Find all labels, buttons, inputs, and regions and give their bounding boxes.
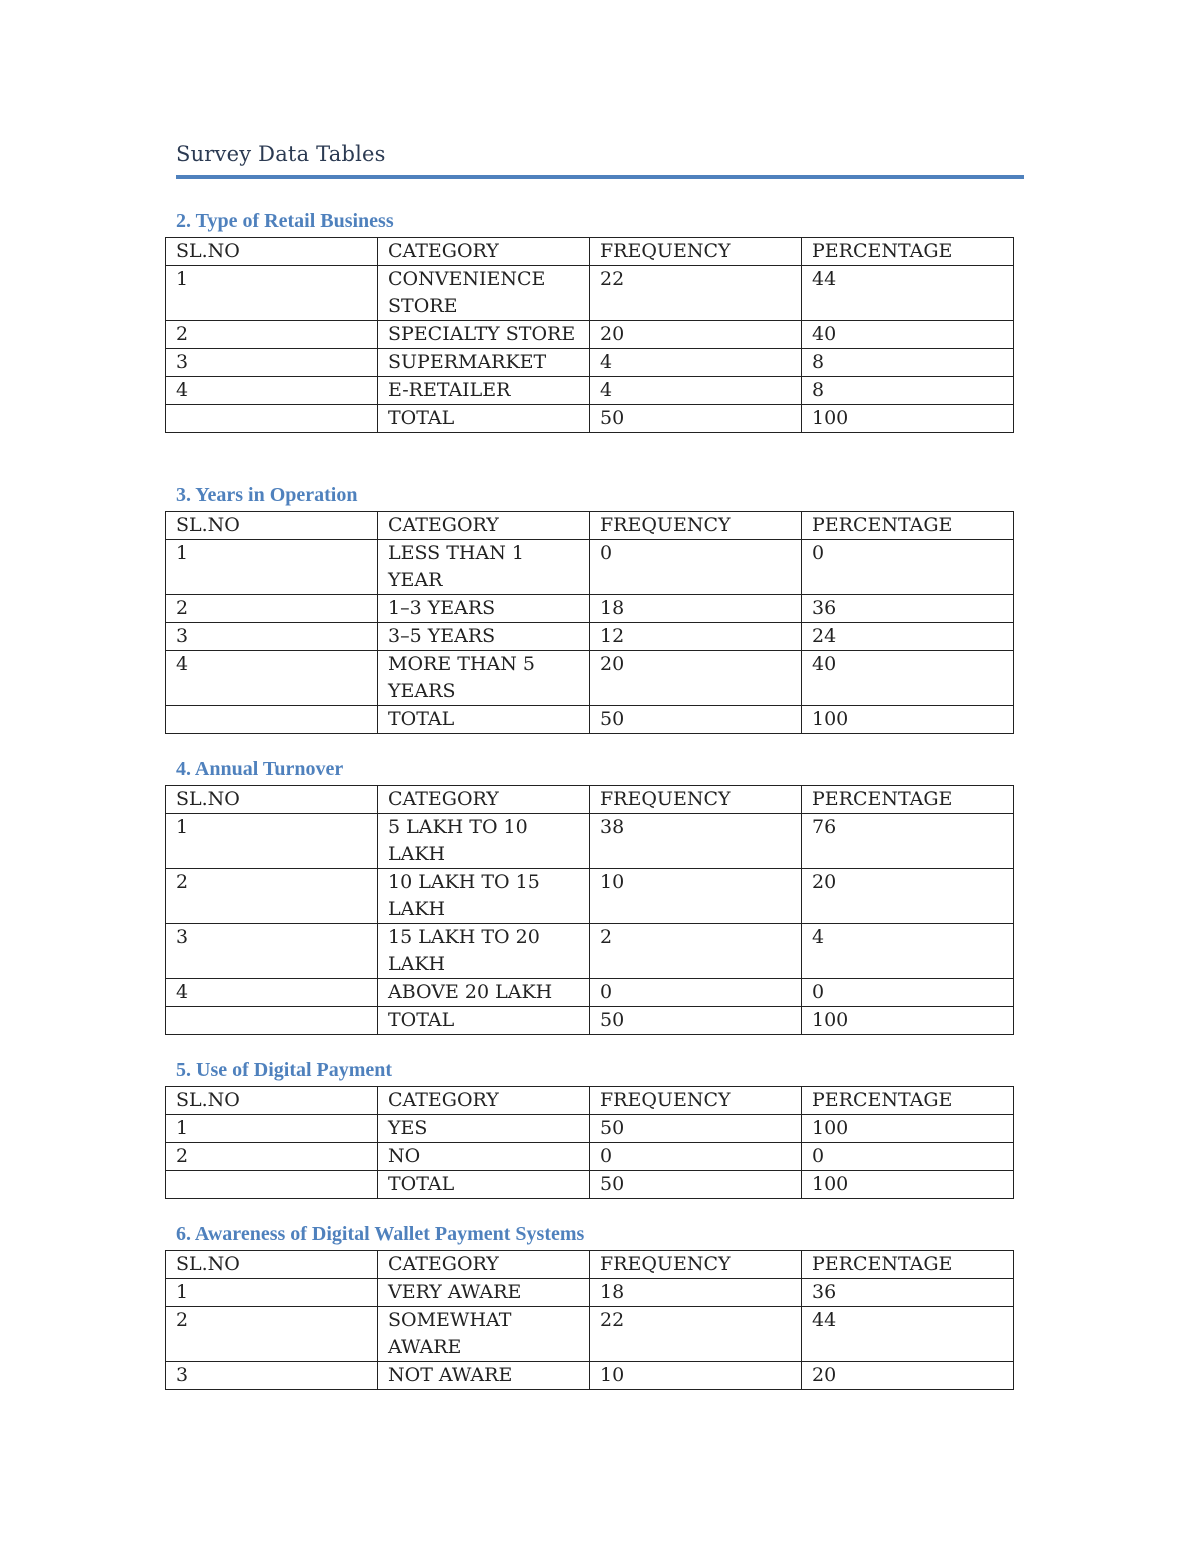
table-cell: 10 [590,1362,802,1390]
table-header-row [166,1251,1014,1279]
table-cell: 3 [166,349,378,377]
table-cell: 100 [802,1171,1014,1199]
table-row [166,1307,1014,1362]
data-table [165,1086,1014,1199]
table-cell [166,706,378,734]
table-row [166,623,1014,651]
table-cell: NO [378,1143,590,1171]
survey-section [165,1058,1014,1199]
table-cell: 0 [590,540,802,595]
table-cell: 10 LAKH TO 15 LAKH [378,869,590,924]
table-cell: 100 [802,405,1014,433]
table-cell: 1 [166,814,378,869]
table-cell: 20 [802,1362,1014,1390]
table-cell: TOTAL [378,706,590,734]
column-header: CATEGORY [378,512,590,540]
column-header: CATEGORY [378,1087,590,1115]
column-header: SL.NO [166,1251,378,1279]
column-header: SL.NO [166,1087,378,1115]
table-cell: 50 [590,706,802,734]
table-cell: 0 [802,1143,1014,1171]
table-row [166,321,1014,349]
table-row [166,651,1014,706]
table-cell [166,1007,378,1035]
table-cell: 2 [166,869,378,924]
table-cell: CONVENIENCE STORE [378,266,590,321]
table-cell [166,405,378,433]
table-cell: YES [378,1115,590,1143]
table-cell: 38 [590,814,802,869]
table-row [166,540,1014,595]
table-cell: 0 [802,540,1014,595]
table-cell: 2 [166,321,378,349]
data-table [165,785,1014,1035]
table-cell: 3 [166,623,378,651]
table-cell: 4 [166,651,378,706]
table-row [166,377,1014,405]
table-header-row [166,512,1014,540]
section-heading: 2. Type of Retail Business [176,210,394,232]
table-cell: 4 [590,377,802,405]
table-row [166,1279,1014,1307]
table-cell: MORE THAN 5 YEARS [378,651,590,706]
table-cell: 76 [802,814,1014,869]
column-header: FREQUENCY [590,786,802,814]
table-cell: 44 [802,1307,1014,1362]
data-table [165,237,1014,433]
data-table [165,1250,1014,1390]
table-row [166,814,1014,869]
title-underline [176,175,1024,179]
table-row [166,1143,1014,1171]
table-cell: 50 [590,1007,802,1035]
table-cell: ABOVE 20 LAKH [378,979,590,1007]
table-cell: 15 LAKH TO 20 LAKH [378,924,590,979]
table-cell: 1–3 YEARS [378,595,590,623]
table-cell: 100 [802,1007,1014,1035]
table-cell: 40 [802,651,1014,706]
column-header: CATEGORY [378,238,590,266]
table-cell: 24 [802,623,1014,651]
table-cell: 12 [590,623,802,651]
column-header: FREQUENCY [590,1251,802,1279]
table-cell: 2 [590,924,802,979]
table-row [166,266,1014,321]
table-row [166,1171,1014,1199]
table-cell: 18 [590,595,802,623]
table-header-row [166,786,1014,814]
table-cell: 36 [802,1279,1014,1307]
table-cell: 36 [802,595,1014,623]
table-cell: 20 [802,869,1014,924]
section-heading: 3. Years in Operation [176,484,358,506]
data-table [165,511,1014,734]
table-cell: TOTAL [378,1171,590,1199]
section-heading: 5. Use of Digital Payment [176,1059,393,1081]
survey-section [165,757,1014,1035]
table-cell: 8 [802,377,1014,405]
column-header: PERCENTAGE [802,512,1014,540]
column-header: FREQUENCY [590,512,802,540]
column-header: PERCENTAGE [802,786,1014,814]
table-cell: 3 [166,924,378,979]
table-cell: LESS THAN 1 YEAR [378,540,590,595]
table-row [166,869,1014,924]
table-cell: 1 [166,540,378,595]
table-cell: 3–5 YEARS [378,623,590,651]
table-row [166,924,1014,979]
table-cell: 2 [166,595,378,623]
table-cell: 4 [590,349,802,377]
column-header: SL.NO [166,238,378,266]
table-row [166,595,1014,623]
table-header-row [166,1087,1014,1115]
column-header: PERCENTAGE [802,1251,1014,1279]
table-cell: SOMEWHAT AWARE [378,1307,590,1362]
table-row [166,349,1014,377]
section-heading: 4. Annual Turnover [176,758,344,780]
table-cell: 4 [166,979,378,1007]
column-header: PERCENTAGE [802,1087,1014,1115]
table-cell: 40 [802,321,1014,349]
survey-section [165,483,1014,734]
table-row [166,405,1014,433]
table-cell: 22 [590,1307,802,1362]
table-cell: 5 LAKH TO 10 LAKH [378,814,590,869]
table-row [166,1115,1014,1143]
table-header-row [166,238,1014,266]
table-cell: 0 [802,979,1014,1007]
table-cell: 1 [166,266,378,321]
table-cell: 8 [802,349,1014,377]
table-cell: SUPERMARKET [378,349,590,377]
column-header: CATEGORY [378,786,590,814]
table-cell: 100 [802,706,1014,734]
section-heading: 6. Awareness of Digital Wallet Payment Systems [176,1223,585,1245]
table-row [166,1362,1014,1390]
table-cell [166,1171,378,1199]
table-cell: 0 [590,979,802,1007]
survey-section [165,209,1014,433]
table-cell: 20 [590,321,802,349]
column-header: PERCENTAGE [802,238,1014,266]
table-cell: 50 [590,1115,802,1143]
table-cell: 50 [590,405,802,433]
table-cell: 44 [802,266,1014,321]
table-row [166,706,1014,734]
survey-section [165,1222,1014,1390]
table-cell: E-RETAILER [378,377,590,405]
table-cell: 1 [166,1115,378,1143]
table-cell: VERY AWARE [378,1279,590,1307]
table-cell: 2 [166,1143,378,1171]
column-header: FREQUENCY [590,1087,802,1115]
table-cell: 4 [166,377,378,405]
table-cell: 20 [590,651,802,706]
table-cell: 100 [802,1115,1014,1143]
column-header: CATEGORY [378,1251,590,1279]
table-cell: 18 [590,1279,802,1307]
table-cell: TOTAL [378,405,590,433]
table-cell: 1 [166,1279,378,1307]
table-cell: 3 [166,1362,378,1390]
table-cell: SPECIALTY STORE [378,321,590,349]
table-cell: 10 [590,869,802,924]
table-cell: NOT AWARE [378,1362,590,1390]
column-header: SL.NO [166,512,378,540]
column-header: SL.NO [166,786,378,814]
document-title: Survey Data Tables [176,142,386,166]
table-row [166,979,1014,1007]
table-cell: 0 [590,1143,802,1171]
column-header: FREQUENCY [590,238,802,266]
table-cell: 50 [590,1171,802,1199]
table-cell: 22 [590,266,802,321]
table-row [166,1007,1014,1035]
table-cell: TOTAL [378,1007,590,1035]
table-cell: 2 [166,1307,378,1362]
table-cell: 4 [802,924,1014,979]
